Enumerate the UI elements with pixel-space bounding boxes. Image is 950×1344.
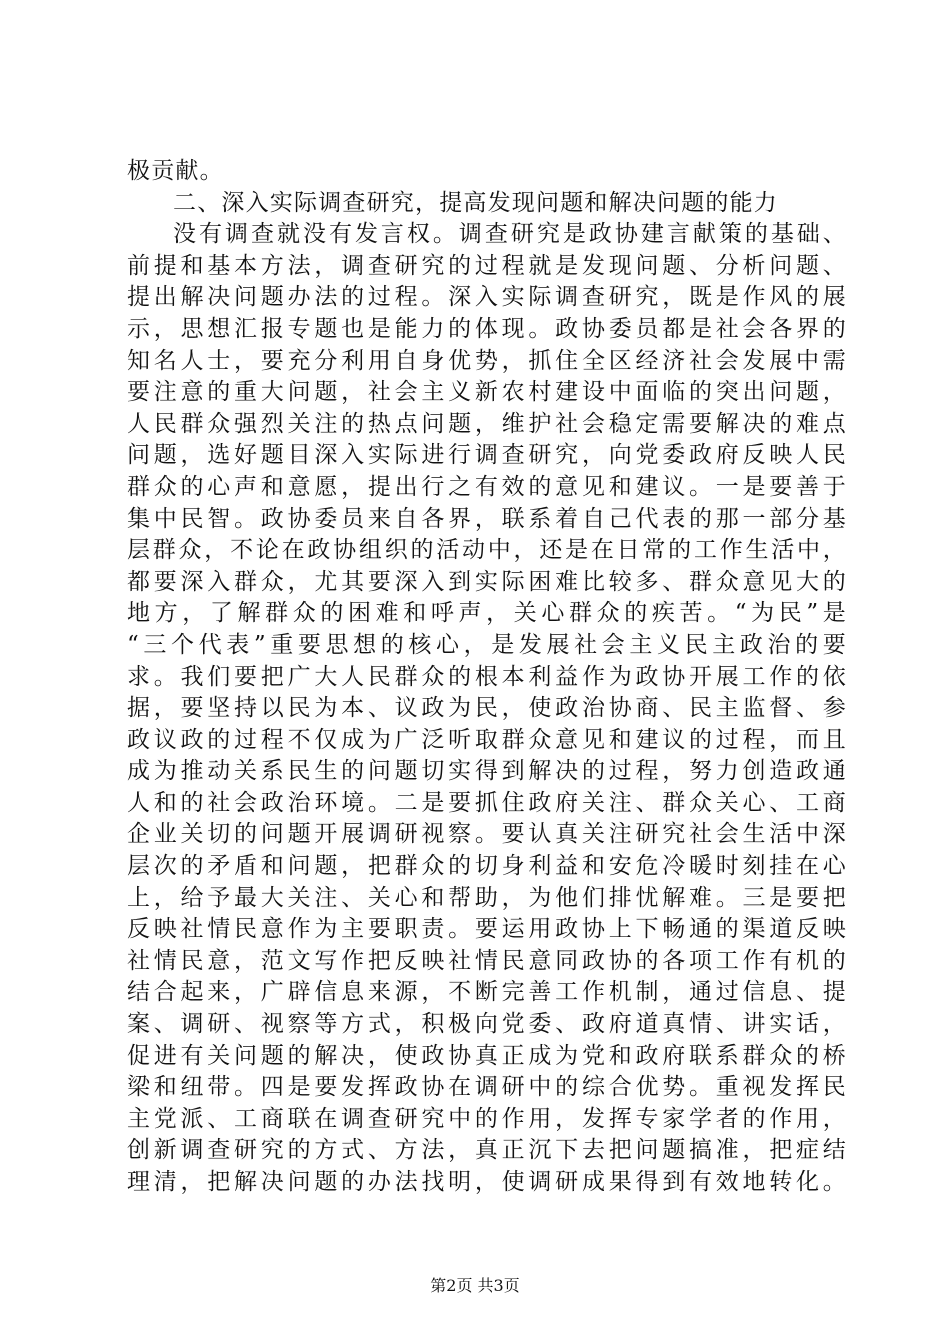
text-line: 反映社情民意作为主要职责。要运用政协上下畅通的渠道反映 bbox=[127, 916, 847, 943]
text-line: 求。我们要把广大人民群众的根本利益作为政协开展工作的依 bbox=[127, 663, 847, 690]
text-line: 层次的矛盾和问题，把群众的切身利益和安危冷暖时刻挂在心 bbox=[127, 853, 847, 880]
text-line: 据，要坚持以民为本、议政为民，使政治协商、民主监督、参 bbox=[127, 695, 847, 722]
text-line: 示，思想汇报专题也是能力的体现。政协委员都是社会各界的 bbox=[127, 315, 847, 342]
text-line: 企业关切的问题开展调研视察。要认真关注研究社会生活中深 bbox=[127, 821, 847, 848]
text-line: 人和的社会政治环境。二是要抓住政府关注、群众关心、工商 bbox=[127, 789, 847, 816]
text-line: 要注意的重大问题，社会主义新农村建设中面临的突出问题， bbox=[127, 379, 847, 406]
text-line: “三个代表”重要思想的核心，是发展社会主义民主政治的要 bbox=[127, 631, 847, 658]
body-text bbox=[127, 156, 847, 1199]
text-line: 结合起来，广辟信息来源，不断完善工作机制，通过信息、提 bbox=[127, 979, 847, 1006]
text-line: 集中民智。政协委员来自各界，联系着自己代表的那一部分基 bbox=[127, 505, 847, 532]
text-line: 政议政的过程不仅成为广泛听取群众意见和建议的过程，而且 bbox=[127, 726, 847, 753]
text-line: 梁和纽带。四是要发挥政协在调研中的综合优势。重视发挥民 bbox=[127, 1074, 847, 1101]
text-line: 促进有关问题的解决，使政协真正成为党和政府联系群众的桥 bbox=[127, 1042, 847, 1069]
text-line: 都要深入群众，尤其要深入到实际困难比较多、群众意见大的 bbox=[127, 568, 847, 595]
text-line: 创新调查研究的方式、方法，真正沉下去把问题搞准，把症结 bbox=[127, 1137, 847, 1164]
text-line: 地方，了解群众的困难和呼声，关心群众的疾苦。“为民”是 bbox=[127, 600, 847, 627]
text-line: 人民群众强烈关注的热点问题，维护社会稳定需要解决的难点 bbox=[127, 410, 847, 437]
text-line: 极贡献。 bbox=[127, 158, 224, 184]
text-line: 层群众，不论在政协组织的活动中，还是在日常的工作生活中， bbox=[127, 537, 847, 564]
text-line: 问题，选好题目深入实际进行调查研究，向党委政府反映人民 bbox=[127, 442, 847, 469]
text-line: 成为推动关系民生的问题切实得到解决的过程，努力创造政通 bbox=[127, 758, 847, 785]
text-line: 群众的心声和意愿，提出行之有效的意见和建议。一是要善于 bbox=[127, 473, 847, 500]
text-line: 前提和基本方法，调查研究的过程就是发现问题、分析问题、 bbox=[127, 252, 847, 279]
section-heading: 二、深入实际调查研究，提高发现问题和解决问题的能力 bbox=[173, 189, 778, 216]
text-line: 主党派、工商联在调查研究中的作用，发挥专家学者的作用， bbox=[127, 1105, 847, 1132]
page-footer: 第2页 共3页 bbox=[430, 1276, 520, 1295]
text-line: 没有调查就没有发言权。调查研究是政协建言献策的基础、 bbox=[173, 221, 847, 248]
text-line: 提出解决问题办法的过程。深入实际调查研究，既是作风的展 bbox=[127, 284, 847, 311]
text-line: 知名人士，要充分利用自身优势，抓住全区经济社会发展中需 bbox=[127, 347, 847, 374]
text-line: 上，给予最大关注、关心和帮助，为他们排忧解难。三是要把 bbox=[127, 884, 847, 911]
text-line: 案、调研、视察等方式，积极向党委、政府道真情、讲实话， bbox=[127, 1011, 847, 1038]
text-line: 理清，把解决问题的办法找明，使调研成果得到有效地转化。 bbox=[127, 1169, 847, 1195]
text-line: 社情民意，范文写作把反映社情民意同政协的各项工作有机的 bbox=[127, 947, 847, 974]
